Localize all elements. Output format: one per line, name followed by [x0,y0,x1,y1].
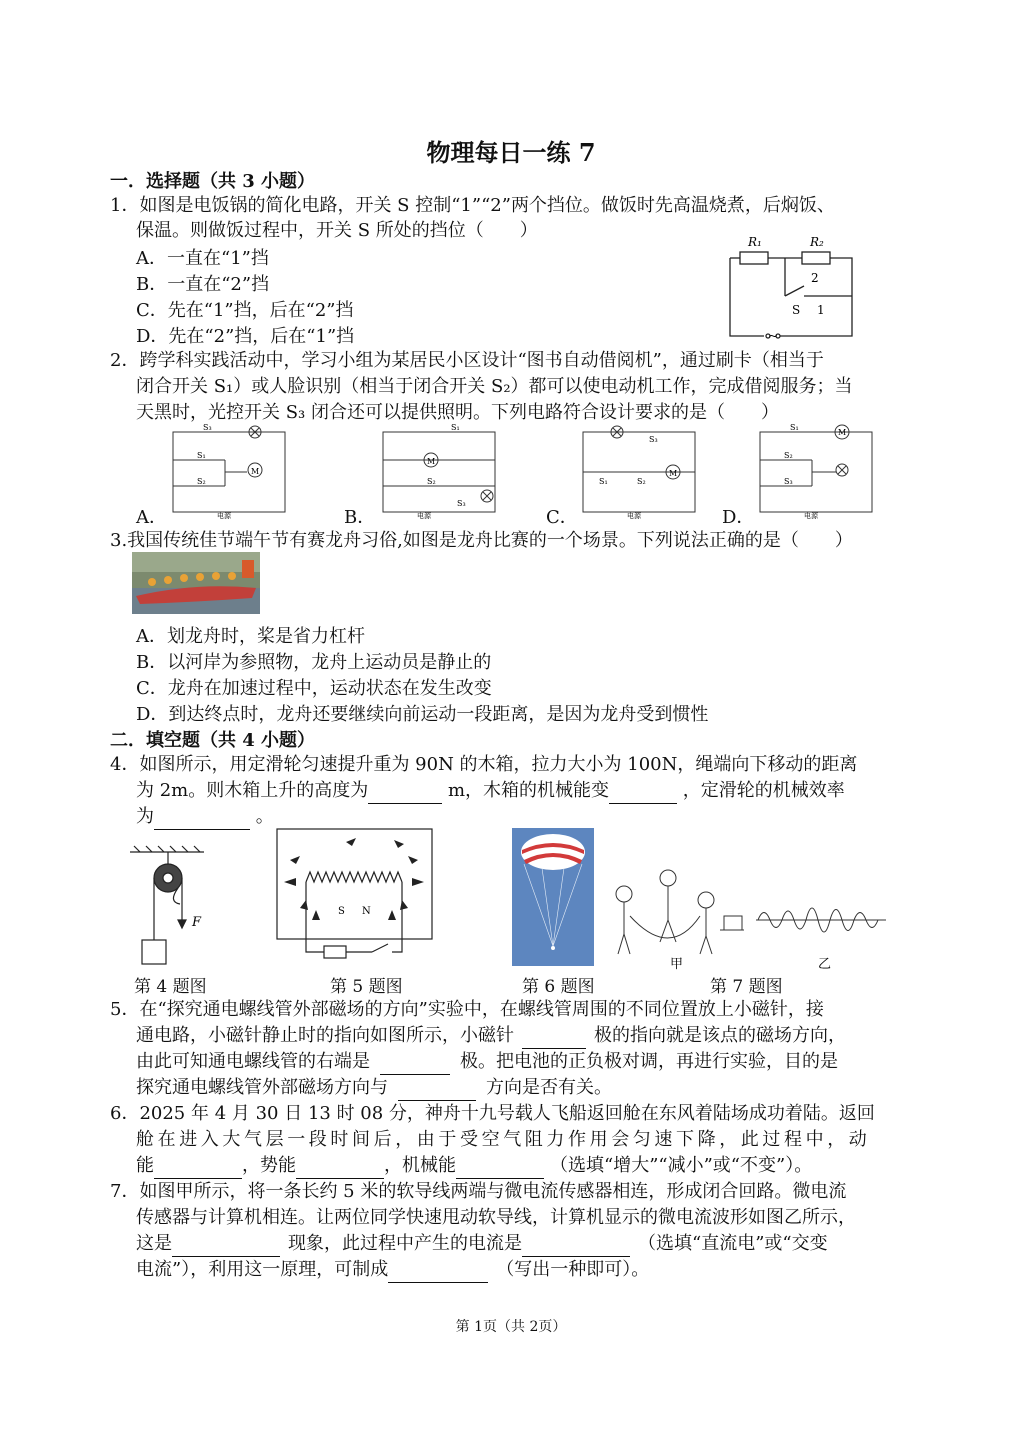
q7-line3 [136,1231,828,1257]
q7-blank-current-type[interactable] [522,1238,630,1257]
q3-option-c: C．龙舟在加速过程中，运动状态在发生改变 [136,678,492,699]
page-title: 物理每日一练 7 [426,138,596,167]
q7-blank-device[interactable] [388,1264,488,1283]
motor-label: M [427,457,436,466]
q2-line2: 闭合开关 S₁）或人脸识别（相当于闭合开关 S₂）都可以使电动机工作，完成借阅服务；当 [136,376,853,397]
q1-option-b: B．一直在“2”挡 [136,274,270,295]
s1-label: S₁ [790,423,799,432]
s3-label: S₃ [784,477,793,486]
motor-label: M [838,428,847,437]
q4-blank-efficiency[interactable] [154,811,250,830]
q6-blank-mechanical[interactable] [456,1160,544,1179]
q7-line3-a: 这是 [136,1233,172,1254]
q5-line4-b: 方向是否有关。 [486,1077,612,1098]
page-footer: 第 1页（共 2页） [455,1319,567,1335]
q1-option-a: A．一直在“1”挡 [136,248,269,269]
motor-label: M [251,467,260,476]
q3-line1: 3.我国传统佳节端午节有赛龙舟习俗,如图是龙舟比赛的一个场景。下列说法正确的是（ ） [110,530,853,551]
q3-option-a: A．划龙舟时，桨是省力杠杆 [136,626,365,647]
solenoid-s-label: S [338,906,345,917]
fig6-caption: 第 6 题图 [522,977,595,997]
q3-option-b: B．以河岸为参照物，龙舟上运动员是静止的 [136,652,492,673]
s2-label: S₂ [197,477,206,486]
force-label: F [192,915,202,930]
r2-label: R₂ [810,235,824,249]
fig4-caption: 第 4 题图 [134,977,207,997]
s1-label: S₁ [451,423,460,432]
q3-option-d: D．到达终点时，龙舟还要继续向前运动一段距离，是因为龙舟受到惯性 [136,704,709,725]
q1-circuit-diagram [722,230,862,345]
q5-line4-a: 探究通电螺线管外部磁场方向与 [136,1077,388,1098]
q4-line2 [136,778,845,804]
q4-blank-height[interactable] [368,785,442,804]
q1-option-d: D．先在“2”挡，后在“1”挡 [136,326,355,347]
q5-blank-right-end[interactable] [380,1056,450,1075]
section-2-heading: 二．填空题（共 4 小题） [110,730,316,751]
r1-label: R₁ [748,235,762,249]
q7-line4 [136,1257,649,1283]
s1-label: S₁ [197,451,206,460]
q1-option-c: C．先在“1”挡，后在“2”挡 [136,300,354,321]
q2-option-a-label: A． [136,507,167,528]
motor-label: M [669,469,678,478]
fig4-pulley [128,842,210,968]
power-label: 电源 [417,512,431,520]
q4-line3-b: 。 [255,806,274,827]
q6-line3-b: ，势能 [242,1155,296,1176]
q6-blank-potential[interactable] [296,1160,384,1179]
fig7-jia-label: 甲 [670,957,684,972]
q7-line4-b: （写出一种即可）。 [496,1259,650,1280]
q6-line3 [136,1153,812,1179]
q2-option-d-label: D． [722,507,755,528]
ac-source-symbol: ~ [768,329,779,343]
q6-blank-kinetic[interactable] [154,1160,242,1179]
q1-line2: 保温。则做饭过程中，开关 S 所处的挡位（ ） [136,220,538,241]
q2-option-c-label: C． [546,507,578,528]
power-label: 电源 [627,512,641,520]
q7-line3-b: 现象，此过程中产生的电流是 [288,1233,522,1254]
q7-blank-phenomenon[interactable] [172,1238,280,1257]
power-label: 电源 [804,512,818,520]
switch-s-label: S [792,303,801,317]
section-1-heading: 一．选择题（共 3 小题） [110,171,316,192]
q5-line3-b: 极。把电池的正负极对调，再进行实验，目的是 [460,1051,838,1072]
q7-line4-a: 电流”），利用这一原理，可制成 [136,1259,389,1280]
q5-blank-pole[interactable] [522,1030,586,1049]
q2-circuit-d [752,424,882,524]
q4-blank-energy[interactable] [609,785,677,804]
q6-line3-c: ，机械能 [384,1155,456,1176]
q4-line2-a: 为 2m。则木箱上升的高度为 [136,780,369,801]
q5-blank-direction[interactable] [398,1082,476,1101]
fig5-caption: 第 5 题图 [330,977,403,997]
q1-line1: 1．如图是电饭锅的简化电路，开关 S 控制“1”“2”两个挡位。做饭时先高温烧煮，后焖饭、 [110,195,835,216]
q5-line2 [136,1023,846,1049]
power-label: 电源 [217,512,231,520]
q4-line2-c: ，定滑轮的机械效率 [682,780,845,801]
dragon-boat-photo [132,552,260,614]
q2-line3: 天黑时，光控开关 S₃ 闭合还可以提供照明。下列电路符合设计要求的是（ ） [136,402,779,423]
fig7-yi-label: 乙 [818,957,832,972]
q2-option-b-label: B． [344,507,376,528]
q5-line3-a: 由此可知通电螺线管的右端是 [136,1051,370,1072]
q2-line1: 2．跨学科实践活动中，学习小组为某居民小区设计“图书自动借阅机”，通过刷卡（相当于 [110,350,824,371]
s3-label: S₃ [649,435,658,444]
s3-label: S₃ [457,499,466,508]
solenoid-n-label: N [362,906,371,917]
fig7-wire-and-wave [610,860,890,972]
fig7-caption: 第 7 题图 [710,977,783,997]
q4-line2-b: m，木箱的机械能变 [447,780,610,801]
s2-label: S₂ [427,477,436,486]
q7-line3-c: （选填“直流电”或“交变 [638,1233,828,1254]
q2-circuit-c [575,424,705,524]
q4-line3-a: 为 [136,806,154,827]
q6-line3-d: （选填“增大”“减小”或“不变”）。 [550,1155,813,1176]
q4-line1: 4．如图所示，用定滑轮匀速提升重为 90N 的木箱，拉力大小为 100N，绳端向下移动的距离 [110,754,858,775]
s3-label: S₃ [203,423,212,432]
q5-line2-a: 通电路，小磁针静止时的指向如图所示，小磁针 [136,1025,514,1046]
switch-pos1-label: 1 [817,303,825,317]
fig5-solenoid [276,828,434,966]
q6-line1: 6．2025 年 4 月 30 日 13 时 08 分，神舟十九号载人飞船返回舱在东风着陆场成功着陆。返回 [110,1103,875,1124]
q2-circuit-a [165,424,295,524]
q5-line4 [136,1075,612,1101]
s1-label: S₁ [599,477,608,486]
q7-line2: 传感器与计算机相连。让两位同学快速甩动软导线，计算机显示的微电流波形如图乙所示， [136,1207,856,1228]
q6-line3-a: 能 [136,1155,154,1176]
q5-line1: 5．在“探究通电螺线管外部磁场的方向”实验中，在螺线管周围的不同位置放上小磁针，接 [110,999,824,1020]
fig6-parachute-photo [512,828,594,966]
switch-pos2-label: 2 [811,271,819,285]
q5-line3 [136,1049,838,1075]
s2-label: S₂ [637,477,646,486]
q5-line2-b: 极的指向就是该点的磁场方向， [594,1025,846,1046]
s2-label: S₂ [784,451,793,460]
q6-line2: 舱在进入大气层一段时间后，由于受空气阻力作用会匀速下降，此过程中，动 [136,1129,871,1150]
q7-line1: 7．如图甲所示，将一条长约 5 米的软导线两端与微电流传感器相连，形成闭合回路。微电流 [110,1181,847,1202]
q2-circuit-b [375,424,505,524]
q4-line3 [136,804,274,830]
